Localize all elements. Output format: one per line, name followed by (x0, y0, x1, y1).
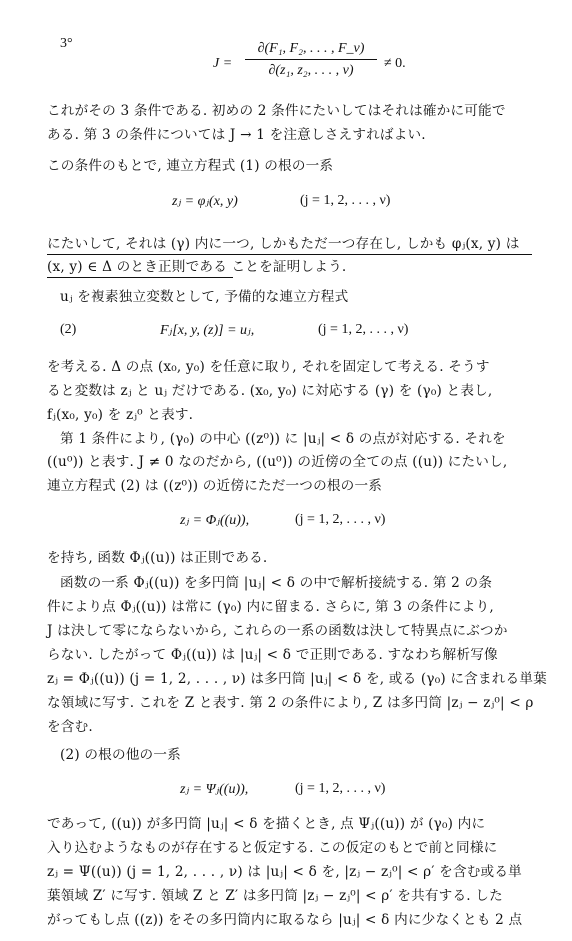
eq-jacobian-numerator: ∂(F₁, F₂, . . . , F_ν) (257, 41, 365, 56)
text-line: 第 1 条件により, (γ₀) の中心 ((z⁰)) に |uⱼ| < δ の点が対応する. それを (60, 431, 506, 447)
text-line: 入り込むようなものが存在すると仮定する. この仮定のもとで前と同様に (47, 840, 498, 856)
eq-jacobian-fraction (245, 39, 377, 80)
text-line: 葉領域 Z′ に写す. 領域 Z と Z′ は多円筒 |zⱼ − zⱼ⁰| < ρ′ を共有する. した (47, 888, 503, 904)
text-line: uⱼ を複素独立変数として, 予備的な連立方程式 (60, 289, 349, 305)
eq-jacobian-denominator: ∂(z₁, z₂, . . . , ν) (268, 63, 354, 78)
eq-jacobian-lhs: J = (213, 56, 233, 71)
underline (47, 254, 532, 255)
eq1-lhs: zⱼ = φⱼ(x, y) (172, 194, 238, 209)
text-line: 連立方程式 (2) は ((z⁰)) の近傍にただ一つの根の一系 (47, 478, 383, 494)
eq2-label: (2) (60, 322, 77, 337)
text-line: ((u⁰)) と表す. J ≠ 0 なのだから, ((u⁰)) の近傍の全ての点 ((u)) にたいし, (47, 454, 508, 470)
eq-jacobian-rhs: ≠ 0. (384, 56, 406, 71)
eq3-range: (j = 1, 2, . . . , ν) (295, 512, 386, 527)
eq3-lhs: zⱼ = Φⱼ((u)), (180, 513, 250, 528)
text-line: fⱼ(x₀, y₀) を zⱼ⁰ と表す. (47, 407, 194, 423)
text-line: な領域に写す. これを Z と表す. 第 2 の条件により, Z は多円筒 |zⱼ − zⱼ⁰| < ρ (47, 695, 534, 711)
text-line: を含む. (47, 719, 93, 735)
eq1-range: (j = 1, 2, . . . , ν) (300, 193, 391, 208)
text-line: この条件のもとで, 連立方程式 (1) の根の一系 (47, 158, 334, 174)
text-line: zⱼ = Φⱼ((u)) (j = 1, 2, . . . , ν) は多円筒 |uⱼ| < δ を, 或る (γ₀) に含まれる単葉 (47, 671, 547, 687)
text-line: を考える. Δ の点 (x₀, y₀) を任意に取り, それを固定して考える. そうす (47, 359, 490, 375)
eq4-range: (j = 1, 2, . . . , ν) (295, 781, 386, 796)
text-line: ある. 第 3 の条件については J → 1 を注意しさえすればよい. (47, 127, 426, 143)
text-line: J は決して零にならないから, これらの一系の函数は決して特異点にぶつか (47, 623, 508, 639)
fraction-bar (245, 59, 377, 60)
text-line: (2) の根の他の一系 (60, 747, 181, 763)
text-line: 函数の一系 Φⱼ((u)) を多円筒 |uⱼ| < δ の中で解析接続する. 第 2 の条 (60, 575, 493, 591)
text-line: を持ち, 函数 Φⱼ((u)) は正則である. (47, 550, 268, 566)
underline (47, 277, 233, 278)
text-line: がってもし点 ((z)) をその多円筒内に取るなら |uⱼ| < δ 内に少なくとも 2 点 (47, 912, 523, 928)
eq4-lhs: zⱼ = Ψⱼ((u)), (180, 782, 249, 797)
eq2-range: (j = 1, 2, . . . , ν) (318, 322, 409, 337)
text-line: 件により点 Φⱼ((u)) は常に (γ₀) 内に留まる. さらに, 第 3 の条件により, (47, 599, 494, 615)
text-line: らない. したがって Φⱼ((u)) は |uⱼ| < δ で正則である. すなわち解析写像 (47, 647, 498, 663)
text-line: (x, y) ∈ Δ のとき正則である ことを証明しよう. (47, 259, 347, 275)
text-line: であって, ((u)) が多円筒 |uⱼ| < δ を描くとき, 点 Ψⱼ((u)) が (γ₀) 内に (47, 816, 486, 832)
text-line: ると変数は zⱼ と uⱼ だけである. (x₀, y₀) に対応する (γ) を (γ₀) と表し, (47, 383, 493, 399)
section-mark: 3° (60, 36, 73, 51)
text-line: zⱼ = Ψ((u)) (j = 1, 2, . . . , ν) は |uⱼ| < δ を, |zⱼ − zⱼ⁰| < ρ′ を含む或る単 (47, 864, 522, 880)
text-line: にたいして, それは (γ) 内に一つ, しかもただ一つ存在し, しかも φⱼ(x, y) は (47, 236, 520, 252)
text-line: これがその 3 条件である. 初めの 2 条件にたいしてはそれは確かに可能で (47, 103, 506, 119)
eq2-lhs: Fⱼ[x, y, (z)] = uⱼ, (160, 323, 255, 338)
